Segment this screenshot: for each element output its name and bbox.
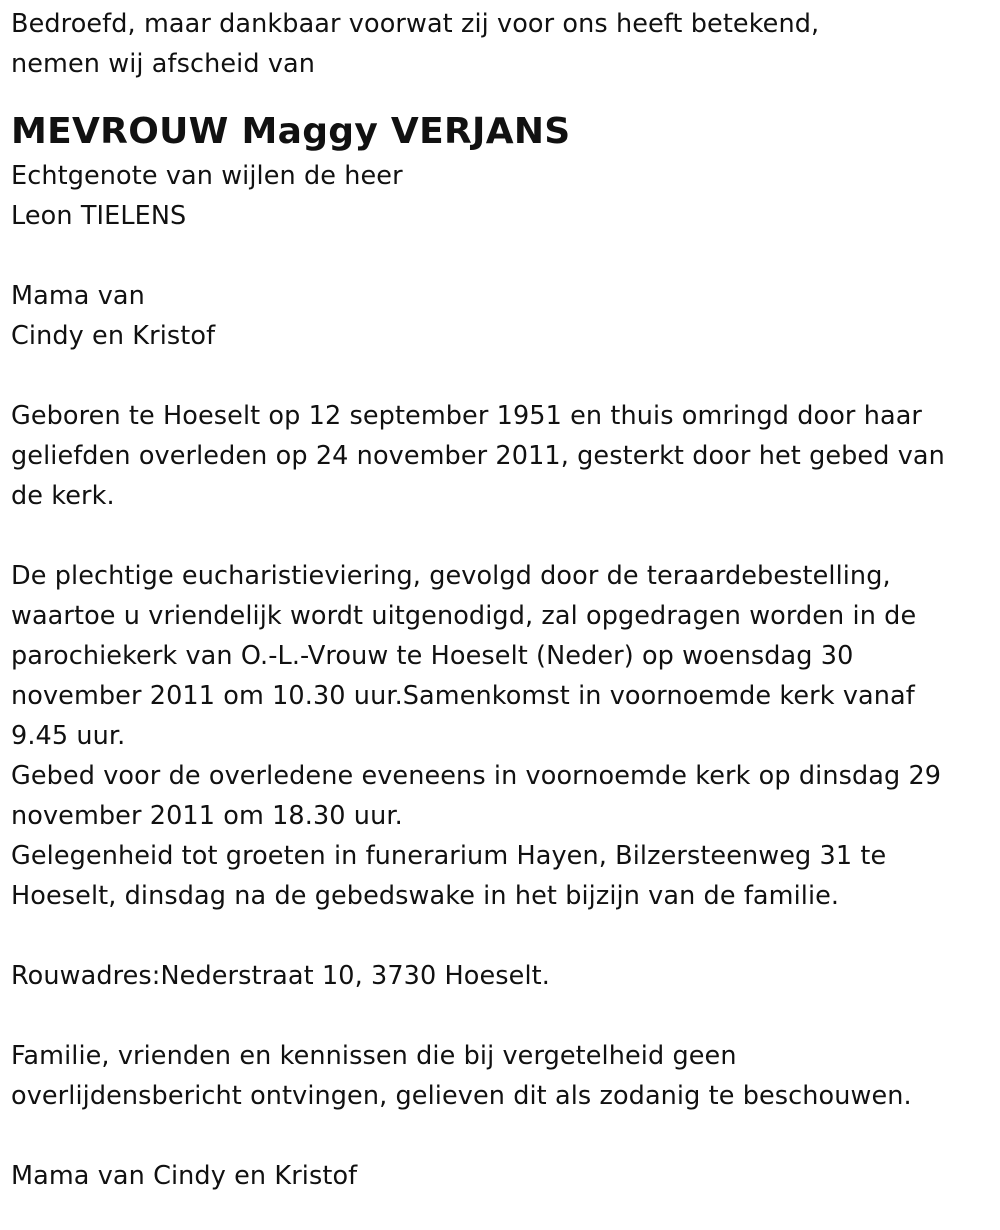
spouse-line: Echtgenote van wijlen de heer	[11, 161, 403, 191]
spouse-line: Leon TIELENS	[11, 201, 187, 231]
intro-paragraph	[11, 4, 991, 84]
birth-death-paragraph	[11, 396, 991, 516]
obituary-document	[11, 4, 991, 1196]
ceremony-line: parochiekerk van O.-L.-Vrouw te Hoeselt (Neder) op woensdag 30	[11, 641, 854, 671]
notice-line: Familie, vrienden en kennissen die bij vergetelheid geen	[11, 1041, 737, 1071]
spacer	[11, 356, 991, 396]
spacer	[11, 516, 991, 556]
ceremony-line: waartoe u vriendelijk wordt uitgenodigd, zal opgedragen worden in de	[11, 601, 917, 631]
spouse-paragraph	[11, 156, 991, 236]
ceremony-paragraph	[11, 556, 991, 916]
intro-line: nemen wij afscheid van	[11, 49, 315, 79]
mother-of-line: Mama van	[11, 281, 145, 311]
intro-line: Bedroefd, maar dankbaar voorwat zij voor ons heeft betekend,	[11, 9, 820, 39]
ceremony-line: Gebed voor de overledene eveneens in voornoemde kerk op dinsdag 29	[11, 761, 942, 791]
ceremony-line: De plechtige eucharistieviering, gevolgd door de teraardebestelling,	[11, 561, 891, 591]
deceased-name: MEVROUW Maggy VERJANS	[11, 111, 571, 152]
ceremony-line: november 2011 om 10.30 uur.Samenkomst in voornoemde kerk vanaf	[11, 681, 915, 711]
mourning-address: Rouwadres:Nederstraat 10, 3730 Hoeselt.	[11, 961, 550, 991]
mother-of-paragraph	[11, 276, 991, 356]
birth-death-line: Geboren te Hoeselt op 12 september 1951 en thuis omringd door haar	[11, 401, 923, 431]
spacer	[11, 916, 991, 956]
ceremony-line: 9.45 uur.	[11, 721, 126, 751]
birth-death-line: geliefden overleden op 24 november 2011, gesterkt door het gebed van	[11, 441, 945, 471]
mother-of-line: Cindy en Kristof	[11, 321, 216, 351]
ceremony-line: Gelegenheid tot groeten in funerarium Hayen, Bilzersteenweg 31 te	[11, 841, 887, 871]
signature: Mama van Cindy en Kristof	[11, 1161, 358, 1191]
notice-paragraph	[11, 1036, 991, 1116]
spacer	[11, 996, 991, 1036]
notice-line: overlijdensbericht ontvingen, gelieven dit als zodanig te beschouwen.	[11, 1081, 912, 1111]
ceremony-line: Hoeselt, dinsdag na de gebedswake in het bijzijn van de familie.	[11, 881, 840, 911]
birth-death-line: de kerk.	[11, 481, 115, 511]
spacer	[11, 1116, 991, 1156]
ceremony-line: november 2011 om 18.30 uur.	[11, 801, 403, 831]
spacer	[11, 236, 991, 276]
